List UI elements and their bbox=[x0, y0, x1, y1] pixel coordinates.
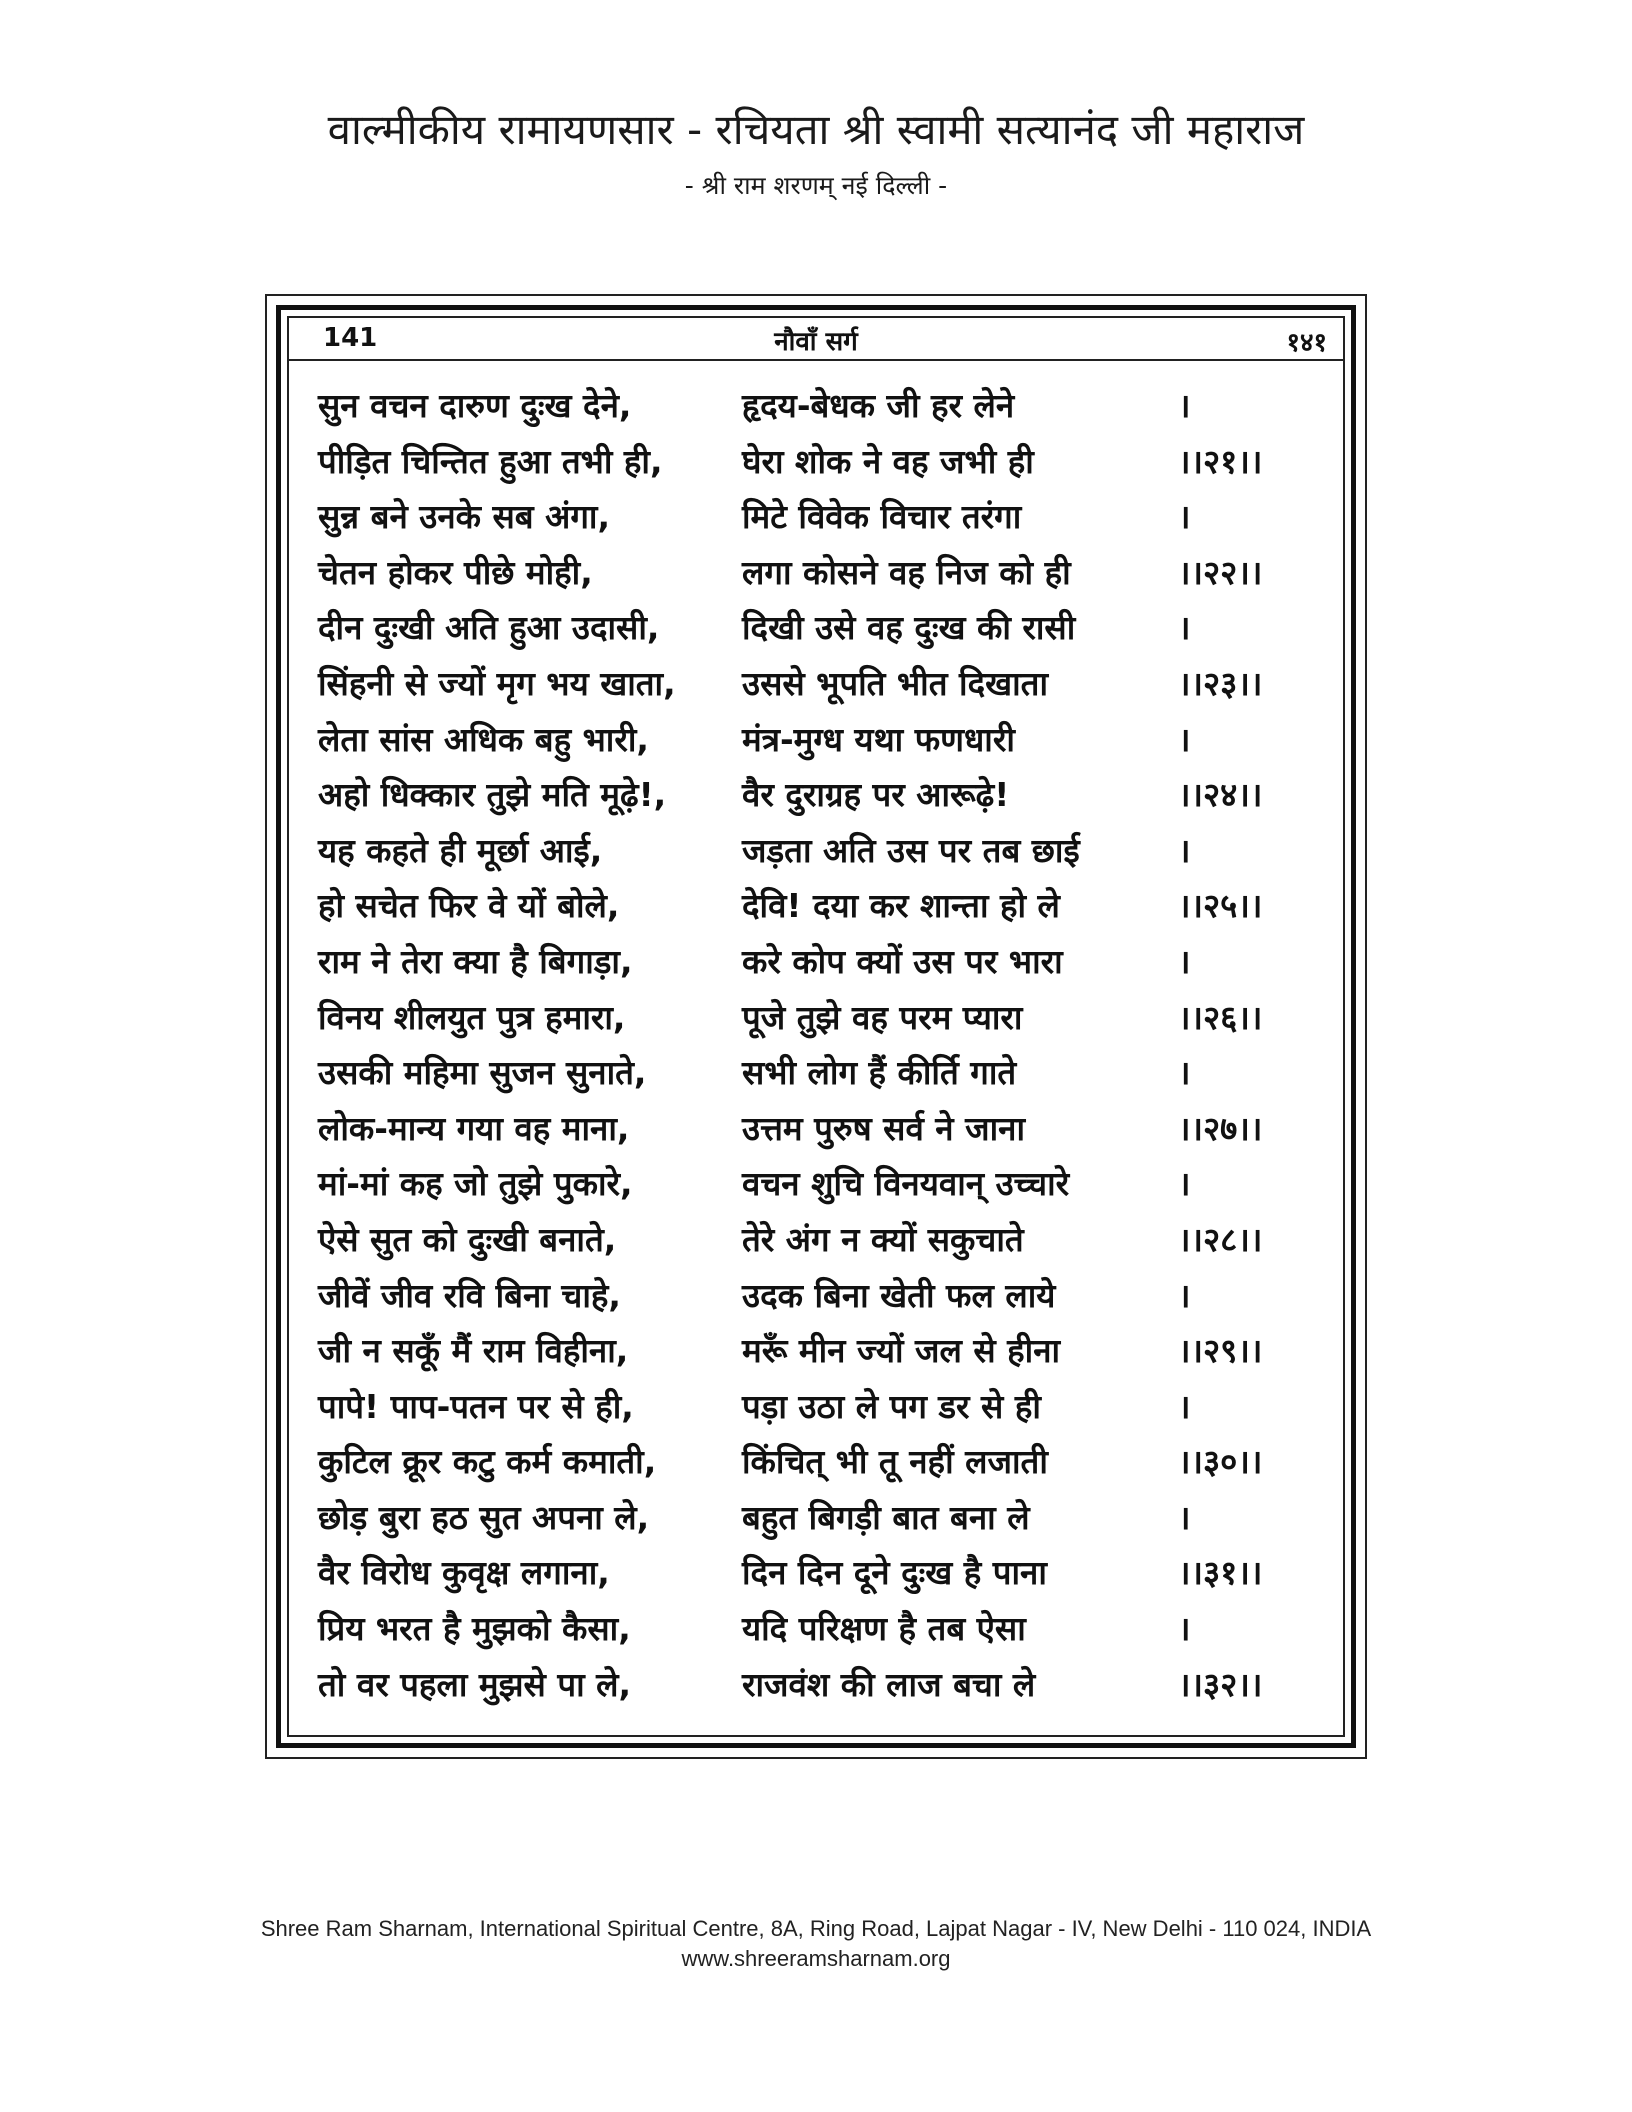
verse-first-half: पीड़ित चिन्तित हुआ तभी ही, bbox=[318, 441, 663, 481]
verse-second-half: वैर दुराग्रह पर आरूढ़े! bbox=[742, 775, 1010, 815]
verse-second-half: जड़ता अति उस पर तब छाई bbox=[742, 830, 1080, 870]
verse-line bbox=[318, 1156, 1318, 1212]
verse-second-half: यदि परिक्षण है तब ऐसा bbox=[742, 1609, 1026, 1649]
verse-number: ।।२७।। bbox=[1178, 1108, 1263, 1148]
verse-number: ।।३०।। bbox=[1178, 1442, 1263, 1482]
verse-second-half: दिन दिन दूने दुःख है पाना bbox=[742, 1553, 1047, 1593]
verse-first-half: लोक-मान्य गया वह माना, bbox=[318, 1108, 630, 1148]
verse-line bbox=[318, 1657, 1318, 1713]
verse-number: ।।२५।। bbox=[1178, 886, 1263, 926]
verse-line bbox=[318, 545, 1318, 601]
verse-first-half: चेतन होकर पीछे मोही, bbox=[318, 552, 593, 592]
verse-line bbox=[318, 878, 1318, 934]
verse-number: । bbox=[1178, 1497, 1191, 1537]
verse-number: । bbox=[1178, 830, 1191, 870]
verse-first-half: तो वर पहला मुझसे पा ले, bbox=[318, 1664, 632, 1704]
verse-line bbox=[318, 1379, 1318, 1435]
verse-second-half: बहुत बिगड़ी बात बना ले bbox=[742, 1497, 1030, 1537]
header-subtitle: - श्री राम शरणम् नई दिल्ली - bbox=[684, 171, 948, 200]
verse-line bbox=[318, 378, 1318, 434]
verse-line bbox=[318, 1490, 1318, 1546]
verse-first-half: कुटिल क्रूर कटु कर्म कमाती, bbox=[318, 1442, 657, 1482]
verse-second-half: उत्तम पुरुष सर्व ने जाना bbox=[742, 1108, 1025, 1148]
verse-first-half: सुन वचन दारुण दुःख देने, bbox=[318, 386, 632, 425]
verse-first-half: उसकी महिमा सुजन सुनाते, bbox=[318, 1053, 647, 1093]
verse-number: । bbox=[1178, 1386, 1191, 1426]
verse-line bbox=[318, 1268, 1318, 1324]
verse-number: ।।२१।। bbox=[1178, 441, 1263, 481]
page-number-arabic: 141 bbox=[323, 323, 378, 353]
verse-first-half: प्रिय भरत है मुझको कैसा, bbox=[318, 1609, 631, 1649]
verse-line bbox=[318, 1101, 1318, 1157]
verse-first-half: दीन दुःखी अति हुआ उदासी, bbox=[318, 608, 660, 648]
verse-number: । bbox=[1178, 497, 1191, 537]
verse-line bbox=[318, 823, 1318, 879]
verse-line bbox=[318, 489, 1318, 545]
verse-line bbox=[318, 656, 1318, 712]
verse-second-half: पूजे तुझे वह परम प्यारा bbox=[742, 997, 1023, 1037]
footer-website: www.shreeramsharnam.org bbox=[681, 1946, 951, 1971]
verse-first-half: लेता सांस अधिक बहु भारी, bbox=[318, 719, 649, 759]
verse-second-half: दिखी उसे वह दुःख की रासी bbox=[742, 608, 1076, 648]
verse-second-half: घेरा शोक ने वह जभी ही bbox=[742, 441, 1034, 481]
verse-number: ।।३१।। bbox=[1178, 1553, 1263, 1593]
verse-line bbox=[318, 1601, 1318, 1657]
verse-first-half: सिंहनी से ज्यों मृग भय खाता, bbox=[318, 663, 676, 703]
verse-number: ।।२६।। bbox=[1178, 997, 1263, 1037]
verse-number: ।।२३।। bbox=[1178, 663, 1263, 703]
verse-second-half: मंत्र-मुग्ध यथा फणधारी bbox=[742, 719, 1015, 759]
verse-first-half: मां-मां कह जो तुझे पुकारे, bbox=[318, 1164, 633, 1204]
verse-first-half: विनय शीलयुत पुत्र हमारा, bbox=[318, 997, 626, 1037]
verse-line bbox=[318, 600, 1318, 656]
chapter-title: नौवाँ सर्ग bbox=[774, 327, 858, 357]
verse-first-half: हो सचेत फिर वे यों बोले, bbox=[318, 886, 620, 926]
verse-number: ।।३२।। bbox=[1178, 1664, 1263, 1704]
verse-first-half: वैर विरोध कुवृक्ष लगाना, bbox=[318, 1553, 610, 1593]
verse-number: ।।२४।। bbox=[1178, 775, 1263, 815]
verse-second-half: हृदय-बेधक जी हर लेने bbox=[742, 386, 1015, 425]
verse-number: ।।२२।। bbox=[1178, 552, 1263, 592]
verse-first-half: जी न सकूँ मैं राम विहीना, bbox=[318, 1331, 629, 1371]
verse-first-half: जीवें जीव रवि बिना चाहे, bbox=[318, 1275, 621, 1315]
verse-second-half: उदक बिना खेती फल लाये bbox=[742, 1275, 1056, 1315]
verse-line bbox=[318, 1045, 1318, 1101]
verse-line bbox=[318, 990, 1318, 1046]
page-header-bar bbox=[287, 316, 1345, 361]
verse-first-half: पापे! पाप-पतन पर से ही, bbox=[318, 1386, 634, 1426]
verse-second-half: पड़ा उठा ले पग डर से ही bbox=[742, 1386, 1041, 1426]
verse-number: । bbox=[1178, 386, 1191, 425]
verse-second-half: करे कोप क्यों उस पर भारा bbox=[742, 941, 1063, 981]
verse-second-half: देवि! दया कर शान्ता हो ले bbox=[742, 886, 1060, 926]
verse-second-half: सभी लोग हैं कीर्ति गाते bbox=[742, 1053, 1017, 1093]
verse-first-half: यह कहते ही मूर्छा आई, bbox=[318, 830, 603, 870]
page-number-devanagari: १४१ bbox=[1286, 328, 1327, 358]
verse-line bbox=[318, 1434, 1318, 1490]
verse-number: ।।२९।। bbox=[1178, 1331, 1263, 1371]
verse-line bbox=[318, 1323, 1318, 1379]
verse-number: । bbox=[1178, 1053, 1191, 1093]
verse-number: । bbox=[1178, 1275, 1191, 1315]
verse-second-half: राजवंश की लाज बचा ले bbox=[742, 1664, 1036, 1704]
verse-second-half: मरूँ मीन ज्यों जल से हीना bbox=[742, 1331, 1061, 1371]
footer-address: Shree Ram Sharnam, International Spiritual Centre, 8A, Ring Road, Lajpat Nagar - IV, New Delhi - 110 024, INDIA bbox=[260, 1916, 1372, 1941]
verse-second-half: तेरे अंग न क्यों सकुचाते bbox=[742, 1219, 1024, 1259]
verse-first-half: राम ने तेरा क्या है बिगाड़ा, bbox=[318, 941, 633, 981]
verse-first-half: ऐसे सुत को दुःखी बनाते, bbox=[318, 1219, 617, 1259]
verse-number: ।।२८।। bbox=[1178, 1219, 1263, 1259]
verse-number: । bbox=[1178, 1609, 1191, 1649]
header-title: वाल्मीकीय रामायणसार - रचियता श्री स्वामी सत्यानंद जी महाराज bbox=[327, 105, 1305, 154]
verse-second-half: किंचित् भी तू नहीं लजाती bbox=[742, 1442, 1048, 1482]
verse-second-half: लगा कोसने वह निज को ही bbox=[742, 552, 1071, 592]
verse-line bbox=[318, 712, 1318, 768]
verse-second-half: उससे भूपति भीत दिखाता bbox=[742, 663, 1048, 703]
verse-number: । bbox=[1178, 1164, 1191, 1204]
verse-second-half: मिटे विवेक विचार तरंगा bbox=[742, 497, 1022, 537]
verse-first-half: छोड़ बुरा हठ सुत अपना ले, bbox=[318, 1497, 650, 1537]
verse-number: । bbox=[1178, 941, 1191, 981]
verse-line bbox=[318, 434, 1318, 490]
verse-line bbox=[318, 1545, 1318, 1601]
verse-second-half: वचन शुचि विनयवान् उच्चारे bbox=[742, 1164, 1070, 1204]
verse-number: । bbox=[1178, 608, 1191, 648]
verse-line bbox=[318, 1212, 1318, 1268]
verse-number: । bbox=[1178, 719, 1191, 759]
verse-line bbox=[318, 934, 1318, 990]
verse-line bbox=[318, 767, 1318, 823]
verse-first-half: अहो धिक्कार तुझे मति मूढ़े!, bbox=[318, 775, 667, 815]
verse-list bbox=[318, 378, 1318, 1712]
verse-first-half: सुन्न बने उनके सब अंगा, bbox=[318, 497, 610, 537]
